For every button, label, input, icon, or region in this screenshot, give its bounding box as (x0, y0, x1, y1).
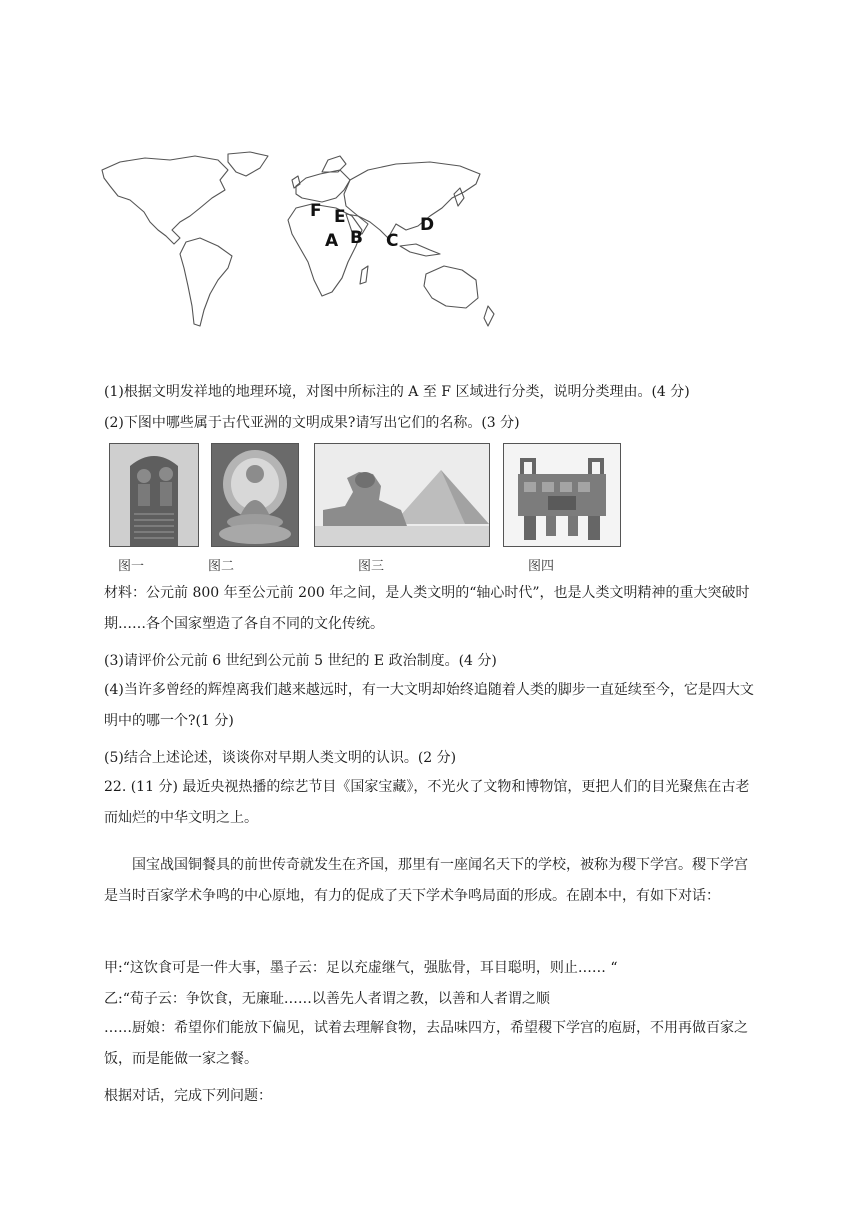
figure-4-caption: 图四 (528, 559, 555, 574)
map-label-b: B (350, 228, 363, 248)
map-label-f: F (310, 201, 322, 221)
question-3: (3)请评价公元前 6 世纪到公元前 5 世纪的 E 政治制度。(4 分) (104, 653, 497, 669)
figure-3-image (314, 443, 490, 547)
dialogue-yi: 乙:“荀子云：争饮食，无廉耻……以善先人者谓之教，以善和人者谓之顺 (104, 991, 550, 1007)
figure-2-caption: 图二 (208, 559, 235, 574)
figure-1-caption: 图一 (118, 559, 145, 574)
map-label-e: E (334, 207, 346, 227)
map-label-d: D (420, 215, 435, 235)
question-22-paragraph: 国宝战国铜餐具的前世传奇就发生在齐国，那里有一座闻名天下的学校，被称为稷下学宫。稷下学宫是当时百家学术争鸣的中心原地，有力的促成了天下学术争鸣局面的形成。在剧本中，有如下对话： (104, 857, 748, 904)
map-label-c: C (386, 231, 399, 251)
bronze-ding-icon (504, 444, 620, 546)
hammurabi-stele-icon (110, 444, 198, 546)
material-text: 材料：公元前 800 年至公元前 200 年之间，是人类文明的“轴心时代”，也是人类文明精神的重大突破时期……各个国家塑造了各自不同的文化传统。 (104, 585, 750, 632)
world-map (100, 150, 500, 350)
question-4: (4)当许多曾经的辉煌离我们越来越远时，有一大文明却始终追随着人类的脚步一直延续至今，它是四大文明中的哪一个?(1 分) (104, 682, 754, 729)
question-1: (1)根据文明发祥地的地理环境，对图中所标注的 A 至 F 区域进行分类，说明分类理由。(4 分) (104, 384, 690, 400)
question-5: (5)结合上述论述，谈谈你对早期人类文明的认识。(2 分) (104, 750, 457, 766)
figure-1-image (109, 443, 199, 547)
figure-3-caption: 图三 (358, 559, 385, 574)
buddha-statue-icon (212, 444, 298, 546)
sphinx-pyramid-icon (315, 444, 489, 546)
figure-2-image (211, 443, 299, 547)
figure-4-image (503, 443, 621, 547)
map-label-a: A (325, 231, 339, 251)
question-2: (2)下图中哪些属于古代亚洲的文明成果?请写出它们的名称。(3 分) (104, 415, 520, 431)
closing-instruction: 根据对话，完成下列问题： (104, 1088, 272, 1104)
dialogue-jia: 甲:“这饮食可是一件大事，墨子云：足以充虚继气，强肱骨，耳目聪明，则止…… “ (104, 960, 618, 976)
dialogue-chef: ……厨娘：希望你们能放下偏见，试着去理解食物，去品味四方，希望稷下学宫的庖厨，不用再做百家之饭，而是能做一家之餐。 (104, 1020, 748, 1067)
question-22-intro: 22. (11 分) 最近央视热播的综艺节目《国家宝藏》，不光火了文物和博物馆，更把人们的目光聚焦在古老而灿烂的中华文明之上。 (104, 779, 750, 826)
